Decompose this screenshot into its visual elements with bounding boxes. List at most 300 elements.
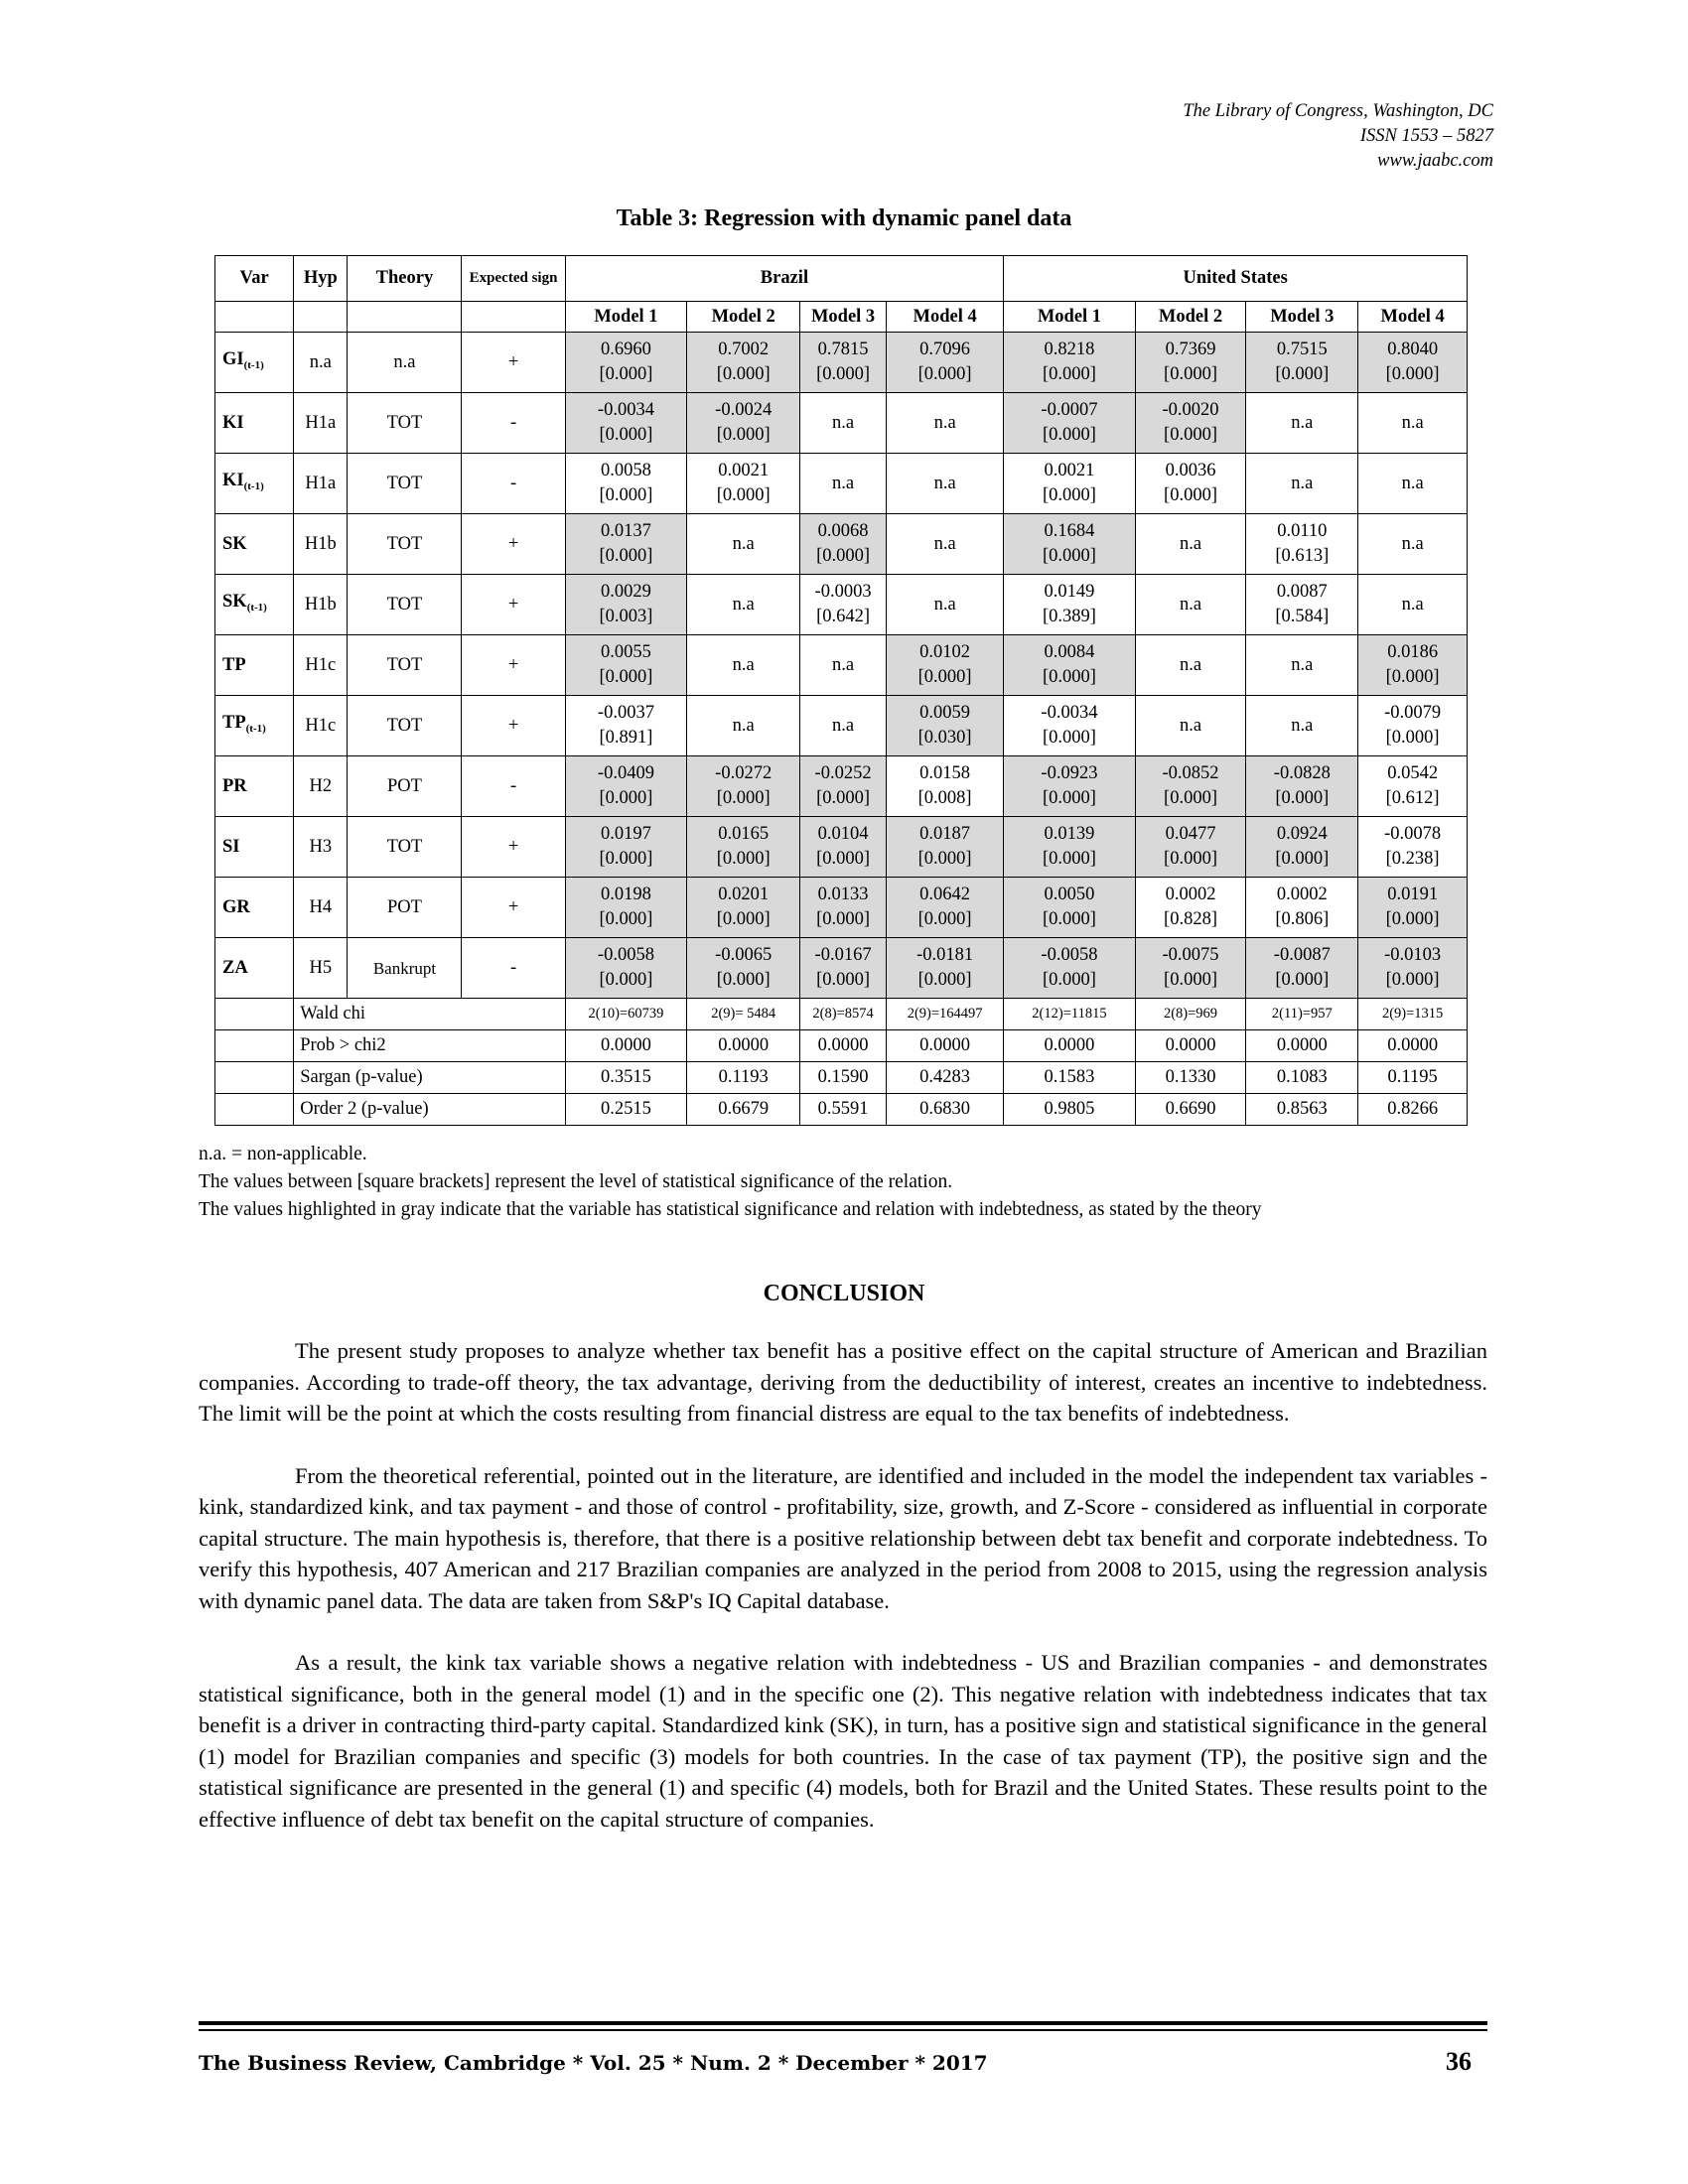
var-cell [215, 817, 294, 878]
coef-cell [1246, 393, 1358, 454]
var-subscript: (t-1) [245, 722, 266, 735]
theory-cell: TOT [348, 575, 462, 635]
header-issn: ISSN 1553 – 5827 [1359, 126, 1493, 146]
stat-value: 0.2515 [565, 1094, 687, 1126]
coef-cell [565, 696, 687, 756]
coef-cell [1004, 938, 1135, 999]
p-value: [0.000] [1164, 849, 1217, 869]
section-title: CONCLUSION [763, 1281, 925, 1306]
coef-cell [1246, 938, 1358, 999]
hyp-cell: H1c [294, 696, 348, 756]
p-value: [0.000] [1275, 970, 1330, 990]
coef-cell [687, 514, 800, 575]
coef-cell [886, 878, 1003, 938]
stat-label: Order 2 (p-value) [294, 1094, 565, 1126]
hyp-cell: H2 [294, 756, 348, 817]
p-value: [0.000] [1042, 667, 1096, 687]
coef-value: -0.0103 [1384, 945, 1442, 965]
coef-cell [800, 756, 887, 817]
coef-cell [1004, 817, 1135, 878]
theory-cell: TOT [348, 696, 462, 756]
p-value: [0.000] [816, 788, 871, 808]
coef-cell [886, 696, 1003, 756]
coef-value: n.a [1291, 715, 1314, 736]
coef-value: -0.0167 [814, 945, 872, 965]
p-value: [0.000] [1385, 970, 1440, 990]
coef-value: n.a [1291, 473, 1314, 493]
expected-sign-cell: + [462, 575, 565, 635]
coef-cell [1135, 575, 1246, 635]
coef-value: n.a [832, 715, 855, 736]
coef-cell [1246, 817, 1358, 878]
expected-sign-cell: + [462, 817, 565, 878]
stat-value: 2(9)=1315 [1358, 999, 1468, 1030]
p-value: [0.000] [599, 909, 653, 929]
coef-value: -0.0065 [715, 945, 773, 965]
table-row [215, 878, 1468, 938]
expected-sign-cell: - [462, 454, 565, 514]
coef-cell [1004, 878, 1135, 938]
table-header-row [215, 256, 1468, 302]
model-label: Model 2 [1135, 302, 1246, 333]
coef-value: 0.0186 [1387, 642, 1439, 662]
p-value: [0.000] [917, 909, 972, 929]
stat-value: 0.1330 [1135, 1062, 1246, 1094]
coef-value: -0.0034 [597, 400, 654, 420]
coef-value: -0.0034 [1041, 703, 1098, 723]
coef-value: 0.0201 [718, 885, 770, 904]
coef-cell [1135, 454, 1246, 514]
stat-row [215, 1094, 1468, 1126]
stat-value: 0.1590 [800, 1062, 887, 1094]
page-number: 36 [1446, 2047, 1472, 2076]
coef-cell [800, 514, 887, 575]
p-value: [0.000] [917, 364, 972, 384]
p-value: [0.000] [599, 546, 653, 566]
coef-cell [1004, 635, 1135, 696]
table-title: Table 3: Regression with dynamic panel data [616, 205, 1072, 231]
p-value: [0.000] [1164, 788, 1217, 808]
hyp-cell: H1b [294, 575, 348, 635]
coef-cell [1135, 878, 1246, 938]
col-header-expected-sign: Expected sign [462, 256, 565, 302]
coef-value: n.a [933, 533, 956, 554]
coef-cell [565, 454, 687, 514]
stat-value: 0.1583 [1004, 1062, 1135, 1094]
coef-value: -0.0079 [1384, 703, 1442, 723]
var-name: TP [222, 712, 246, 733]
p-value: [0.000] [1385, 364, 1440, 384]
coef-value: 0.7515 [1276, 340, 1328, 359]
expected-sign-cell: - [462, 756, 565, 817]
p-value: [0.828] [1164, 909, 1217, 929]
coef-cell [1135, 333, 1246, 393]
empty-cell [294, 302, 348, 333]
coef-cell [1246, 696, 1358, 756]
coef-cell [1004, 454, 1135, 514]
coef-cell [1358, 696, 1468, 756]
regression-table [214, 255, 1468, 1126]
coef-cell [1358, 393, 1468, 454]
coef-cell [800, 817, 887, 878]
coef-value: n.a [1291, 412, 1314, 433]
p-value: [0.000] [599, 425, 653, 445]
coef-value: -0.0181 [916, 945, 974, 965]
coef-value: -0.0272 [715, 763, 773, 783]
coef-value: n.a [732, 594, 755, 614]
expected-sign-cell: + [462, 696, 565, 756]
table-row [215, 393, 1468, 454]
coef-cell [1246, 756, 1358, 817]
coef-cell [565, 635, 687, 696]
p-value: [0.003] [599, 607, 653, 626]
coef-cell [565, 878, 687, 938]
p-value: [0.000] [716, 909, 771, 929]
coef-value: 0.0165 [718, 824, 770, 844]
stat-value: 0.4283 [886, 1062, 1003, 1094]
coef-cell [687, 333, 800, 393]
footer [199, 2047, 1487, 2076]
coef-value: n.a [933, 594, 956, 614]
hyp-cell: H1a [294, 454, 348, 514]
table-row [215, 454, 1468, 514]
var-name: SI [222, 836, 240, 857]
p-value: [0.642] [816, 607, 871, 626]
coef-value: -0.0037 [597, 703, 654, 723]
coef-cell [800, 635, 887, 696]
paragraph: As a result, the kink tax variable shows a negative relation with indebtedness - US and Brazilian companies - and demonstrates statistical significance, both in the general model (1) and in the specific one (2). This negative relation with indebtedness indicates that tax benefit is a driver in contracting third-party capital. Standardized kink (SK), in turn, has a positive sign and statistical significance in the general (1) model for Brazilian companies and specific (3) models for both countries. In the case of tax payment (TP), the positive sign and the statistical significance are presented in the general (1) and specific (4) models, both for Brazil and the United States. These results point to the effective influence of debt tax benefit on the capital structure of companies. [199, 1650, 1487, 1832]
p-value: [0.000] [599, 849, 653, 869]
coef-value: n.a [1401, 412, 1424, 433]
coef-value: 0.8218 [1044, 340, 1095, 359]
empty-cell [215, 1094, 294, 1126]
p-value: [0.000] [1385, 667, 1440, 687]
p-value: [0.891] [599, 728, 653, 748]
model-header-row [215, 302, 1468, 333]
p-value: [0.000] [816, 364, 871, 384]
theory-cell: POT [348, 878, 462, 938]
p-value: [0.000] [1042, 849, 1096, 869]
coef-value: -0.0923 [1041, 763, 1098, 783]
var-cell [215, 333, 294, 393]
coef-cell [565, 393, 687, 454]
coef-value: 0.0036 [1165, 461, 1216, 480]
stat-value: 0.8266 [1358, 1094, 1468, 1126]
p-value: [0.000] [816, 909, 871, 929]
var-name: ZA [222, 957, 248, 978]
stat-label: Wald chi [294, 999, 565, 1030]
coef-cell [1135, 938, 1246, 999]
p-value: [0.000] [816, 849, 871, 869]
coef-cell [886, 938, 1003, 999]
p-value: [0.000] [599, 364, 653, 384]
empty-cell [215, 999, 294, 1030]
empty-cell [215, 302, 294, 333]
coef-cell [687, 454, 800, 514]
model-label: Model 4 [1358, 302, 1468, 333]
var-subscript: (t-1) [243, 479, 264, 492]
stat-value: 2(8)=969 [1135, 999, 1246, 1030]
coef-value: 0.0642 [919, 885, 971, 904]
hyp-cell: H1a [294, 393, 348, 454]
p-value: [0.000] [599, 970, 653, 990]
p-value: [0.389] [1042, 607, 1096, 626]
theory-cell: TOT [348, 454, 462, 514]
coef-value: n.a [933, 412, 956, 433]
p-value: [0.000] [1385, 728, 1440, 748]
header-website: www.jaabc.com [1377, 151, 1493, 171]
coef-cell [687, 696, 800, 756]
coef-value: 0.0542 [1387, 763, 1439, 783]
theory-cell: POT [348, 756, 462, 817]
var-cell [215, 938, 294, 999]
var-name: KI [222, 412, 244, 433]
coef-value: -0.0007 [1041, 400, 1098, 420]
coef-cell [1135, 696, 1246, 756]
coef-value: 0.0102 [919, 642, 971, 662]
p-value: [0.238] [1385, 849, 1440, 869]
theory-cell: n.a [348, 333, 462, 393]
coef-cell [1246, 878, 1358, 938]
coef-value: 0.0137 [600, 521, 651, 541]
coef-value: -0.0075 [1162, 945, 1219, 965]
stat-label: Sargan (p-value) [294, 1062, 565, 1094]
p-value: [0.000] [816, 970, 871, 990]
coef-value: -0.0058 [597, 945, 654, 965]
table-row [215, 696, 1468, 756]
p-value: [0.000] [1042, 728, 1096, 748]
var-name: GR [222, 896, 250, 917]
coef-value: 0.0050 [1044, 885, 1095, 904]
stat-value: 0.1195 [1358, 1062, 1468, 1094]
coef-cell [886, 514, 1003, 575]
p-value: [0.000] [716, 970, 771, 990]
coef-cell [687, 817, 800, 878]
model-label: Model 4 [886, 302, 1003, 333]
coef-value: 0.0924 [1276, 824, 1328, 844]
coef-value: n.a [732, 533, 755, 554]
theory-cell: TOT [348, 514, 462, 575]
coef-value: n.a [1179, 715, 1202, 736]
coef-value: -0.0078 [1384, 824, 1442, 844]
coef-value: 0.7096 [919, 340, 971, 359]
coef-cell [800, 696, 887, 756]
expected-sign-cell: + [462, 635, 565, 696]
coef-cell [565, 333, 687, 393]
var-name: GI [222, 348, 244, 369]
col-header-hyp: Hyp [294, 256, 348, 302]
coef-cell [687, 938, 800, 999]
coef-cell [886, 333, 1003, 393]
coef-value: -0.0409 [597, 763, 654, 783]
coef-cell [565, 575, 687, 635]
table-notes [199, 1141, 1487, 1224]
stat-value: 0.0000 [800, 1030, 887, 1062]
col-header-brazil: Brazil [565, 256, 1004, 302]
stat-value: 0.6679 [687, 1094, 800, 1126]
stat-value: 2(12)=11815 [1004, 999, 1135, 1030]
coef-value: n.a [832, 412, 855, 433]
stat-value: 0.0000 [687, 1030, 800, 1062]
p-value: [0.000] [716, 849, 771, 869]
coef-cell [687, 635, 800, 696]
coef-cell [1246, 575, 1358, 635]
running-header [1183, 99, 1493, 174]
coef-cell [1135, 635, 1246, 696]
coef-cell [1246, 333, 1358, 393]
stat-value: 0.9805 [1004, 1094, 1135, 1126]
p-value: [0.000] [1042, 425, 1096, 445]
coef-value: 0.0059 [919, 703, 971, 723]
stat-value: 0.8563 [1246, 1094, 1358, 1126]
stat-value: 2(9)= 5484 [687, 999, 800, 1030]
coef-cell [1358, 817, 1468, 878]
table-row [215, 514, 1468, 575]
p-value: [0.000] [1164, 425, 1217, 445]
p-value: [0.000] [716, 364, 771, 384]
p-value: [0.000] [816, 546, 871, 566]
model-label: Model 2 [687, 302, 800, 333]
theory-cell: TOT [348, 817, 462, 878]
footer-rule-thin [199, 2029, 1487, 2031]
empty-cell [215, 1030, 294, 1062]
p-value: [0.613] [1275, 546, 1330, 566]
model-label: Model 1 [565, 302, 687, 333]
coef-value: n.a [832, 654, 855, 675]
coef-value: -0.0252 [814, 763, 872, 783]
footer-citation: The Business Review, Cambridge * Vol. 25 * Num. 2 * December * 2017 [199, 2051, 988, 2075]
coef-value: 0.0139 [1044, 824, 1095, 844]
expected-sign-cell: - [462, 393, 565, 454]
theory-cell: Bankrupt [348, 938, 462, 999]
p-value: [0.030] [917, 728, 972, 748]
coef-value: 0.0087 [1276, 582, 1328, 602]
coef-cell [1358, 878, 1468, 938]
var-cell [215, 635, 294, 696]
table-row [215, 817, 1468, 878]
coef-value: n.a [1401, 594, 1424, 614]
model-label: Model 1 [1004, 302, 1135, 333]
stat-value: 0.6690 [1135, 1094, 1246, 1126]
theory-cell: TOT [348, 393, 462, 454]
p-value: [0.000] [1164, 970, 1217, 990]
var-subscript: (t-1) [243, 358, 264, 371]
coef-value: n.a [1401, 473, 1424, 493]
stat-value: 0.5591 [800, 1094, 887, 1126]
p-value: [0.000] [1275, 364, 1330, 384]
p-value: [0.000] [1042, 485, 1096, 505]
var-cell [215, 696, 294, 756]
p-value: [0.000] [1042, 970, 1096, 990]
coef-cell [565, 817, 687, 878]
stat-value: 0.6830 [886, 1094, 1003, 1126]
hyp-cell: H3 [294, 817, 348, 878]
p-value: [0.000] [1042, 909, 1096, 929]
stat-value: 2(11)=957 [1246, 999, 1358, 1030]
coef-cell [1358, 575, 1468, 635]
stat-value: 0.0000 [1358, 1030, 1468, 1062]
var-cell [215, 756, 294, 817]
hyp-cell: H1b [294, 514, 348, 575]
var-name: SK [222, 533, 247, 554]
coef-cell [1004, 575, 1135, 635]
footer-rule-thick [199, 2021, 1487, 2025]
coef-cell [1135, 817, 1246, 878]
var-cell [215, 514, 294, 575]
var-cell [215, 575, 294, 635]
stat-value: 0.1193 [687, 1062, 800, 1094]
var-cell [215, 878, 294, 938]
coef-cell [800, 393, 887, 454]
var-name: KI [222, 470, 244, 490]
stat-value: 0.1083 [1246, 1062, 1358, 1094]
p-value: [0.000] [599, 788, 653, 808]
stat-value: 2(8)=8574 [800, 999, 887, 1030]
coef-cell [1004, 756, 1135, 817]
table-row [215, 756, 1468, 817]
p-value: [0.000] [1042, 546, 1096, 566]
stat-value: 0.0000 [1135, 1030, 1246, 1062]
p-value: [0.000] [599, 667, 653, 687]
table-row [215, 575, 1468, 635]
p-value: [0.000] [1042, 788, 1096, 808]
coef-value: 0.7002 [718, 340, 770, 359]
coef-cell [1358, 454, 1468, 514]
paragraph: From the theoretical referential, pointed out in the literature, are identified and included in the model the independent tax variables - kink, standardized kink, and tax payment - and those of control - profitability, size, growth, and Z-Score - considered as influential in corporate capital structure. The main hypothesis is, therefore, that there is a positive relationship between debt tax benefit and corporate indebtedness. To verify this hypothesis, 407 American and 217 Brazilian companies are analyzed in the period from 2008 to 2015, using the regression analysis with dynamic panel data. The data are taken from S&P's IQ Capital database. [199, 1462, 1487, 1613]
body-text [199, 1335, 1487, 1865]
p-value: [0.000] [1164, 364, 1217, 384]
theory-cell: TOT [348, 635, 462, 696]
coef-value: 0.0110 [1277, 521, 1328, 541]
empty-cell [348, 302, 462, 333]
coef-value: n.a [1401, 533, 1424, 554]
model-label: Model 3 [800, 302, 887, 333]
coef-value: 0.0021 [718, 461, 770, 480]
p-value: [0.000] [1275, 849, 1330, 869]
coef-value: -0.0003 [814, 582, 872, 602]
hyp-cell: H1c [294, 635, 348, 696]
var-subscript: (t-1) [246, 601, 267, 614]
hyp-cell: H4 [294, 878, 348, 938]
expected-sign-cell: + [462, 878, 565, 938]
coef-value: -0.0828 [1273, 763, 1331, 783]
coef-value: n.a [1179, 533, 1202, 554]
header-publisher: The Library of Congress, Washington, DC [1183, 101, 1493, 121]
coef-value: n.a [1179, 654, 1202, 675]
hyp-cell: n.a [294, 333, 348, 393]
col-header-theory: Theory [348, 256, 462, 302]
coef-value: n.a [1179, 594, 1202, 614]
stat-row [215, 1062, 1468, 1094]
note-brackets: The values between [square brackets] represent the level of statistical significance of the relation. [199, 1171, 953, 1192]
var-cell [215, 393, 294, 454]
stat-value: 0.0000 [565, 1030, 687, 1062]
coef-cell [1135, 756, 1246, 817]
coef-cell [687, 393, 800, 454]
coef-cell [565, 756, 687, 817]
empty-cell [462, 302, 565, 333]
p-value: [0.000] [1275, 788, 1330, 808]
p-value: [0.612] [1385, 788, 1440, 808]
p-value: [0.000] [917, 970, 972, 990]
col-header-var: Var [215, 256, 294, 302]
coef-cell [1358, 333, 1468, 393]
coef-value: 0.0021 [1044, 461, 1095, 480]
coef-value: 0.0068 [817, 521, 869, 541]
var-name: TP [222, 654, 246, 675]
var-name: PR [222, 775, 247, 796]
coef-cell [886, 817, 1003, 878]
